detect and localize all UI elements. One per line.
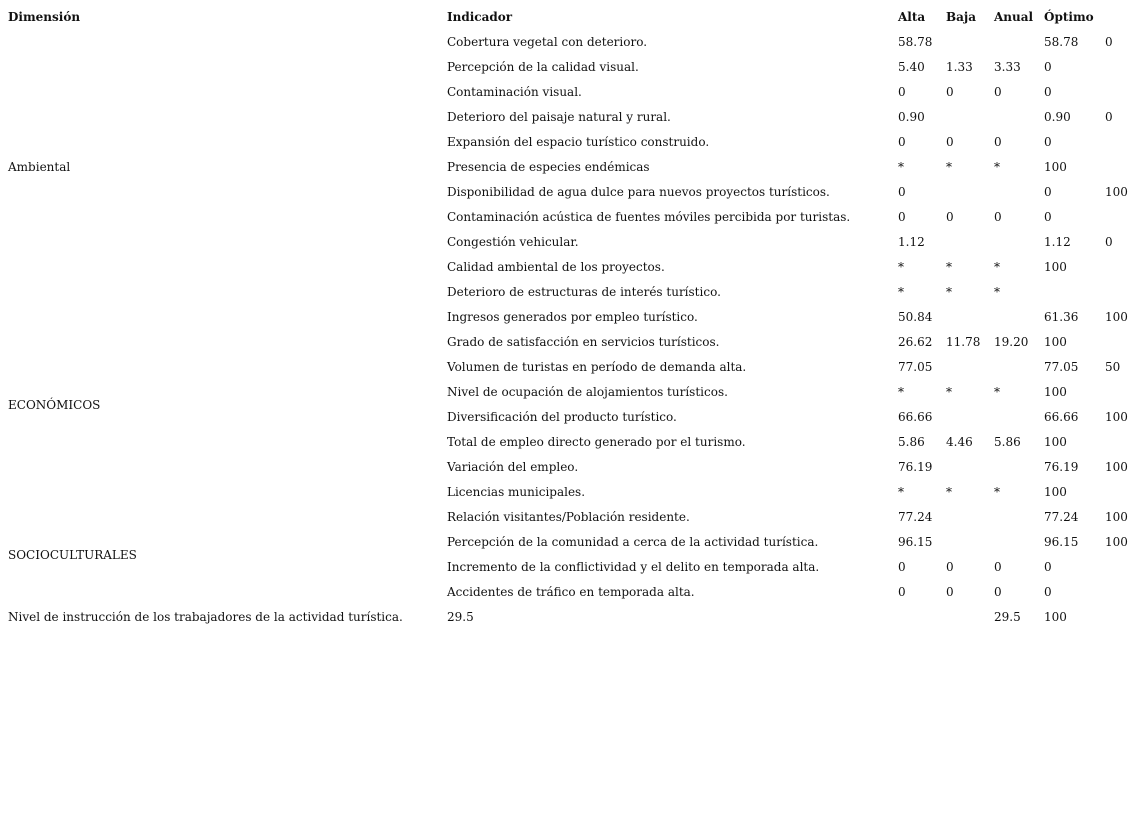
cell-alta: * — [898, 160, 904, 174]
cell-indicator: 29.5 — [447, 610, 474, 624]
header-alta: Alta — [898, 10, 926, 24]
cell-anual: * — [994, 485, 1000, 499]
cell-optimo: 0 — [1044, 210, 1052, 224]
cell-baja: 0 — [946, 560, 954, 574]
cell-optimo: 96.15 — [1044, 535, 1079, 549]
cell-indicator: Volumen de turistas en período de demanda alta. — [447, 360, 747, 374]
cell-alta: 66.66 — [898, 410, 933, 424]
cell-indicator: Contaminación visual. — [447, 85, 582, 99]
cell-indicator: Accidentes de tráfico en temporada alta. — [447, 585, 695, 599]
cell-anual: * — [994, 385, 1000, 399]
cell-anual: 0 — [994, 85, 1002, 99]
cell-alta: 26.62 — [898, 335, 933, 349]
cell-optimo: 77.05 — [1044, 360, 1079, 374]
cell-indicator: Deterioro de estructuras de interés turístico. — [447, 285, 721, 299]
cell-optimo: 100 — [1044, 335, 1067, 349]
cell-extra: 0 — [1105, 35, 1113, 49]
cell-indicator: Disponibilidad de agua dulce para nuevos proyectos turísticos. — [447, 185, 830, 199]
cell-optimo: 1.12 — [1044, 235, 1071, 249]
cell-indicator: Percepción de la comunidad a cerca de la actividad turística. — [447, 535, 819, 549]
cell-alta: 76.19 — [898, 460, 933, 474]
dimension-label: ECONÓMICOS — [8, 397, 101, 412]
cell-optimo: 76.19 — [1044, 460, 1079, 474]
cell-alta: 77.05 — [898, 360, 933, 374]
cell-optimo: 100 — [1044, 435, 1067, 449]
cell-alta: 96.15 — [898, 535, 933, 549]
cell-extra: 0 — [1105, 110, 1113, 124]
cell-alta: 0 — [898, 560, 906, 574]
cell-optimo: 77.24 — [1044, 510, 1079, 524]
cell-optimo: 61.36 — [1044, 310, 1079, 324]
cell-extra: 100 — [1105, 185, 1128, 199]
cell-alta: 50.84 — [898, 310, 933, 324]
cell-baja: 0 — [946, 135, 954, 149]
cell-optimo: 0 — [1044, 60, 1052, 74]
cell-alta: 0 — [898, 185, 906, 199]
cell-alta: 0 — [898, 85, 906, 99]
cell-alta: * — [898, 260, 904, 274]
cell-indicator: Expansión del espacio turístico construido. — [447, 135, 710, 149]
cell-anual: 29.5 — [994, 610, 1021, 624]
cell-extra: 50 — [1105, 360, 1121, 374]
cell-alta: 1.12 — [898, 235, 925, 249]
cell-optimo: 58.78 — [1044, 35, 1079, 49]
cell-alta: 0 — [898, 135, 906, 149]
cell-baja: * — [946, 285, 952, 299]
cell-alta: 5.40 — [898, 60, 925, 74]
header-anual: Anual — [994, 10, 1034, 24]
cell-anual: 0 — [994, 560, 1002, 574]
cell-baja: 4.46 — [946, 435, 973, 449]
cell-indicator: Deterioro del paisaje natural y rural. — [447, 110, 671, 124]
cell-anual: 3.33 — [994, 60, 1021, 74]
cell-alta: 58.78 — [898, 35, 933, 49]
cell-alta: 5.86 — [898, 435, 925, 449]
cell-alta: 0.90 — [898, 110, 925, 124]
cell-optimo: 0 — [1044, 560, 1052, 574]
cell-indicator: Congestión vehicular. — [447, 235, 579, 249]
cell-dimension: Nivel de instrucción de los trabajadores de la actividad turística. — [8, 610, 403, 624]
header-baja: Baja — [946, 10, 977, 24]
cell-optimo: 0 — [1044, 135, 1052, 149]
cell-baja: 0 — [946, 585, 954, 599]
cell-indicator: Cobertura vegetal con deterioro. — [447, 35, 648, 49]
cell-anual: 19.20 — [994, 335, 1029, 349]
cell-optimo: 100 — [1044, 385, 1067, 399]
cell-anual: * — [994, 285, 1000, 299]
cell-indicator: Licencias municipales. — [447, 485, 586, 499]
cell-baja: * — [946, 485, 952, 499]
cell-alta: * — [898, 285, 904, 299]
cell-alta: * — [898, 385, 904, 399]
cell-optimo: 66.66 — [1044, 410, 1079, 424]
cell-anual: 5.86 — [994, 435, 1021, 449]
cell-optimo: 100 — [1044, 485, 1067, 499]
cell-indicator: Presencia de especies endémicas — [447, 160, 650, 174]
header-optimo: Óptimo — [1044, 10, 1094, 24]
cell-optimo: 100 — [1044, 160, 1067, 174]
header-dimension: Dimensión — [8, 10, 81, 24]
cell-anual: 0 — [994, 585, 1002, 599]
cell-extra: 100 — [1105, 510, 1128, 524]
cell-alta: 0 — [898, 210, 906, 224]
cell-baja: 11.78 — [946, 335, 981, 349]
cell-indicator: Total de empleo directo generado por el turismo. — [447, 435, 746, 449]
cell-indicator: Diversificación del producto turístico. — [447, 410, 677, 424]
dimension-label: Ambiental — [8, 160, 71, 174]
cell-extra: 100 — [1105, 460, 1128, 474]
cell-baja: 0 — [946, 85, 954, 99]
cell-optimo: 0.90 — [1044, 110, 1071, 124]
cell-indicator: Contaminación acústica de fuentes móviles percibida por turistas. — [447, 210, 851, 224]
cell-alta: 0 — [898, 585, 906, 599]
cell-extra: 100 — [1105, 310, 1128, 324]
cell-indicator: Relación visitantes/Población residente. — [447, 510, 690, 524]
cell-anual: 0 — [994, 135, 1002, 149]
cell-indicator: Percepción de la calidad visual. — [447, 60, 639, 74]
cell-baja: * — [946, 385, 952, 399]
cell-anual: * — [994, 160, 1000, 174]
cell-baja: 1.33 — [946, 60, 973, 74]
cell-baja: * — [946, 260, 952, 274]
cell-anual: * — [994, 260, 1000, 274]
cell-indicator: Ingresos generados por empleo turístico. — [447, 310, 698, 324]
cell-extra: 100 — [1105, 535, 1128, 549]
cell-alta: * — [898, 485, 904, 499]
cell-indicator: Calidad ambiental de los proyectos. — [447, 260, 665, 274]
cell-indicator: Variación del empleo. — [447, 460, 579, 474]
header-indicator: Indicador — [447, 10, 513, 24]
cell-indicator: Nivel de ocupación de alojamientos turísticos. — [447, 385, 728, 399]
cell-alta: 77.24 — [898, 510, 933, 524]
cell-optimo: 100 — [1044, 610, 1067, 624]
cell-indicator: Incremento de la conflictividad y el delito en temporada alta. — [447, 560, 820, 574]
cell-baja: * — [946, 160, 952, 174]
cell-anual: 0 — [994, 210, 1002, 224]
cell-indicator: Grado de satisfacción en servicios turísticos. — [447, 335, 720, 349]
cell-extra: 0 — [1105, 235, 1113, 249]
cell-optimo: 100 — [1044, 260, 1067, 274]
dimension-label: SOCIOCULTURALES — [8, 547, 137, 562]
cell-optimo: 0 — [1044, 85, 1052, 99]
cell-optimo: 0 — [1044, 185, 1052, 199]
cell-optimo: 0 — [1044, 585, 1052, 599]
cell-extra: 100 — [1105, 410, 1128, 424]
cell-baja: 0 — [946, 210, 954, 224]
